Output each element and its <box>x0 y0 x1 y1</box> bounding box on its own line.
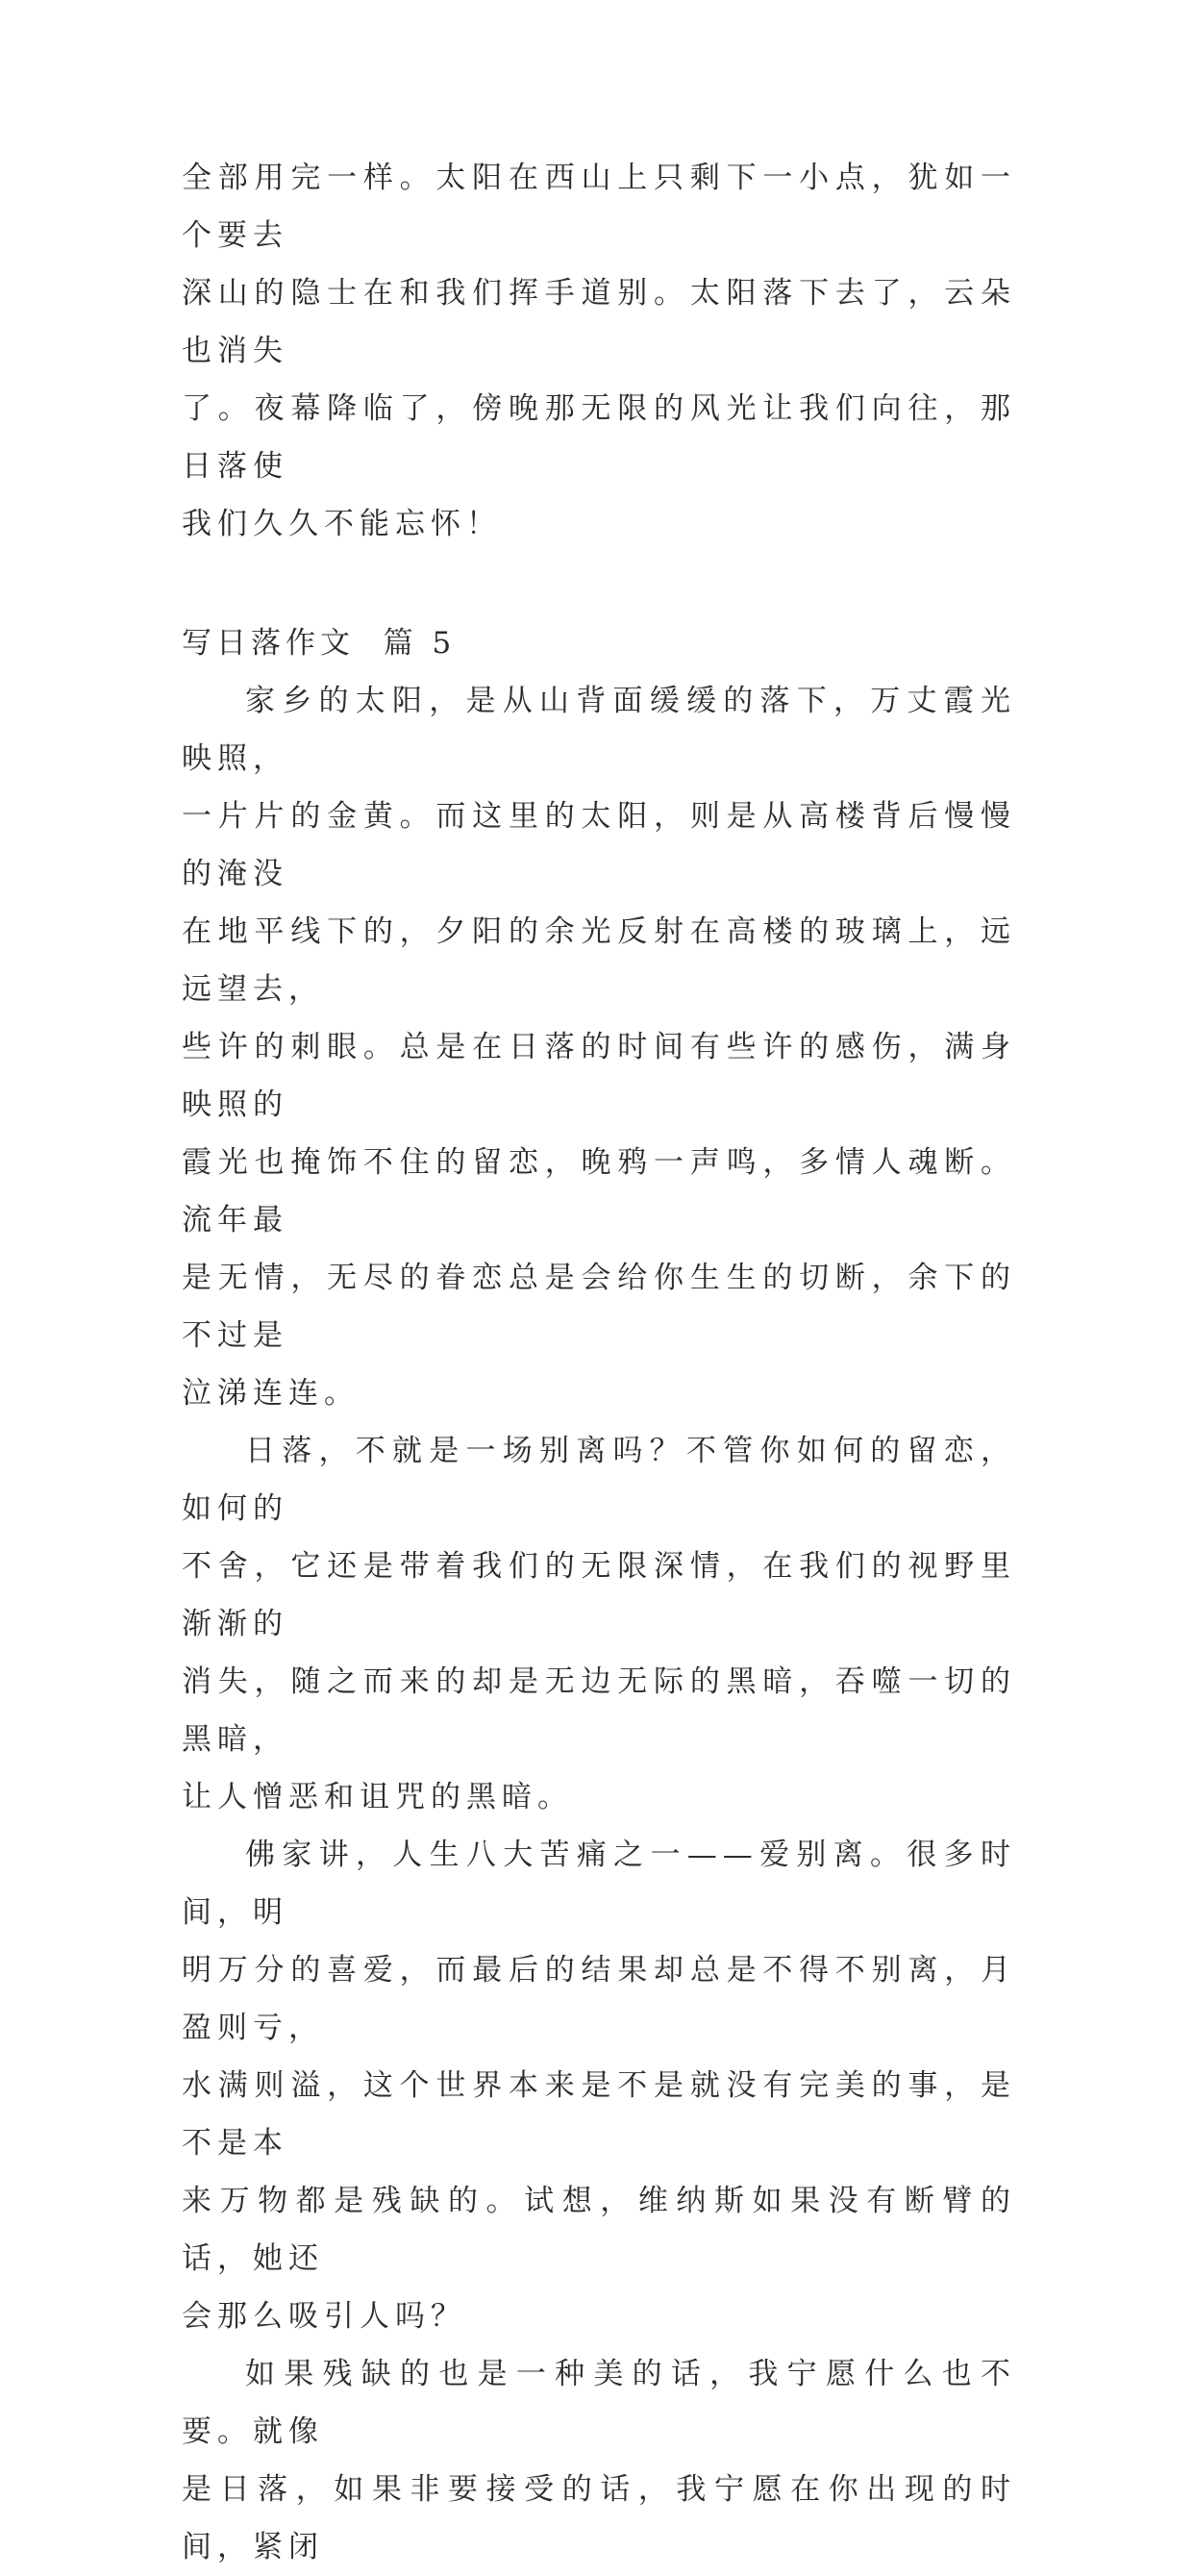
text-line: 了。夜幕降临了，傍晚那无限的风光让我们向往，那日落使 <box>182 391 1016 484</box>
text-line: 不舍，它还是带着我们的无限深情，在我们的视野里渐渐的 <box>182 1549 1016 1641</box>
text-line: 一片片的金黄。而这里的太阳，则是从高楼背后慢慢的淹没 <box>182 799 1016 891</box>
paragraph-3 <box>182 1826 1016 2345</box>
paragraph-4 <box>182 2345 1016 2576</box>
continuation-paragraph <box>182 149 1016 553</box>
text-line: 会那么吸引人吗？ <box>182 2299 466 2334</box>
text-line: 日落，不就是一场别离吗？不管你如何的留恋，如何的 <box>182 1434 1016 1526</box>
text-line: 在地平线下的，夕阳的余光反射在高楼的玻璃上，远远望去， <box>182 914 1016 1007</box>
section-title: 写日落作文 篇 5 <box>182 626 457 661</box>
text-line: 深山的隐士在和我们挥手道别。太阳落下去了，云朵也消失 <box>182 276 1016 368</box>
text-line: 水满则溢，这个世界本来是不是就没有完美的事，是不是本 <box>182 2068 1016 2161</box>
text-line: 全部用完一样。太阳在西山上只剩下一小点，犹如一个要去 <box>182 161 1016 253</box>
text-line: 是无情，无尽的眷恋总是会给你生生的切断，余下的不过是 <box>182 1261 1016 1353</box>
paragraph-2 <box>182 1422 1016 1826</box>
text-line: 消失，随之而来的却是无边无际的黑暗，吞噬一切的黑暗， <box>182 1664 1016 1757</box>
paragraph-1 <box>182 672 1016 1422</box>
text-line: 如果残缺的也是一种美的话，我宁愿什么也不要。就像 <box>182 2357 1016 2449</box>
text-line: 让人憎恶和诅咒的黑暗。 <box>182 1780 573 1814</box>
text-line: 些许的刺眼。总是在日落的时间有些许的感伤，满身映照的 <box>182 1030 1016 1122</box>
text-line: 霞光也掩饰不住的留恋，晚鸦一声鸣，多情人魂断。流年最 <box>182 1145 1016 1238</box>
section-gap <box>182 553 1016 611</box>
text-line: 泣涕连连。 <box>182 1376 360 1411</box>
text-line: 是日落，如果非要接受的话，我宁愿在你出现的时间，紧闭 <box>182 2472 1016 2564</box>
text-line: 明万分的喜爱，而最后的结果却总是不得不别离，月盈则亏， <box>182 1953 1016 2045</box>
text-line: 来万物都是残缺的。试想，维纳斯如果没有断臂的话，她还 <box>182 2184 1016 2276</box>
text-line: 我们久久不能忘怀！ <box>182 507 502 541</box>
text-line: 家乡的太阳，是从山背面缓缓的落下，万丈霞光映照， <box>182 684 1016 776</box>
document-body <box>182 149 1016 2576</box>
text-line: 佛家讲，人生八大苦痛之一——爱别离。很多时间，明 <box>182 1838 1016 1930</box>
